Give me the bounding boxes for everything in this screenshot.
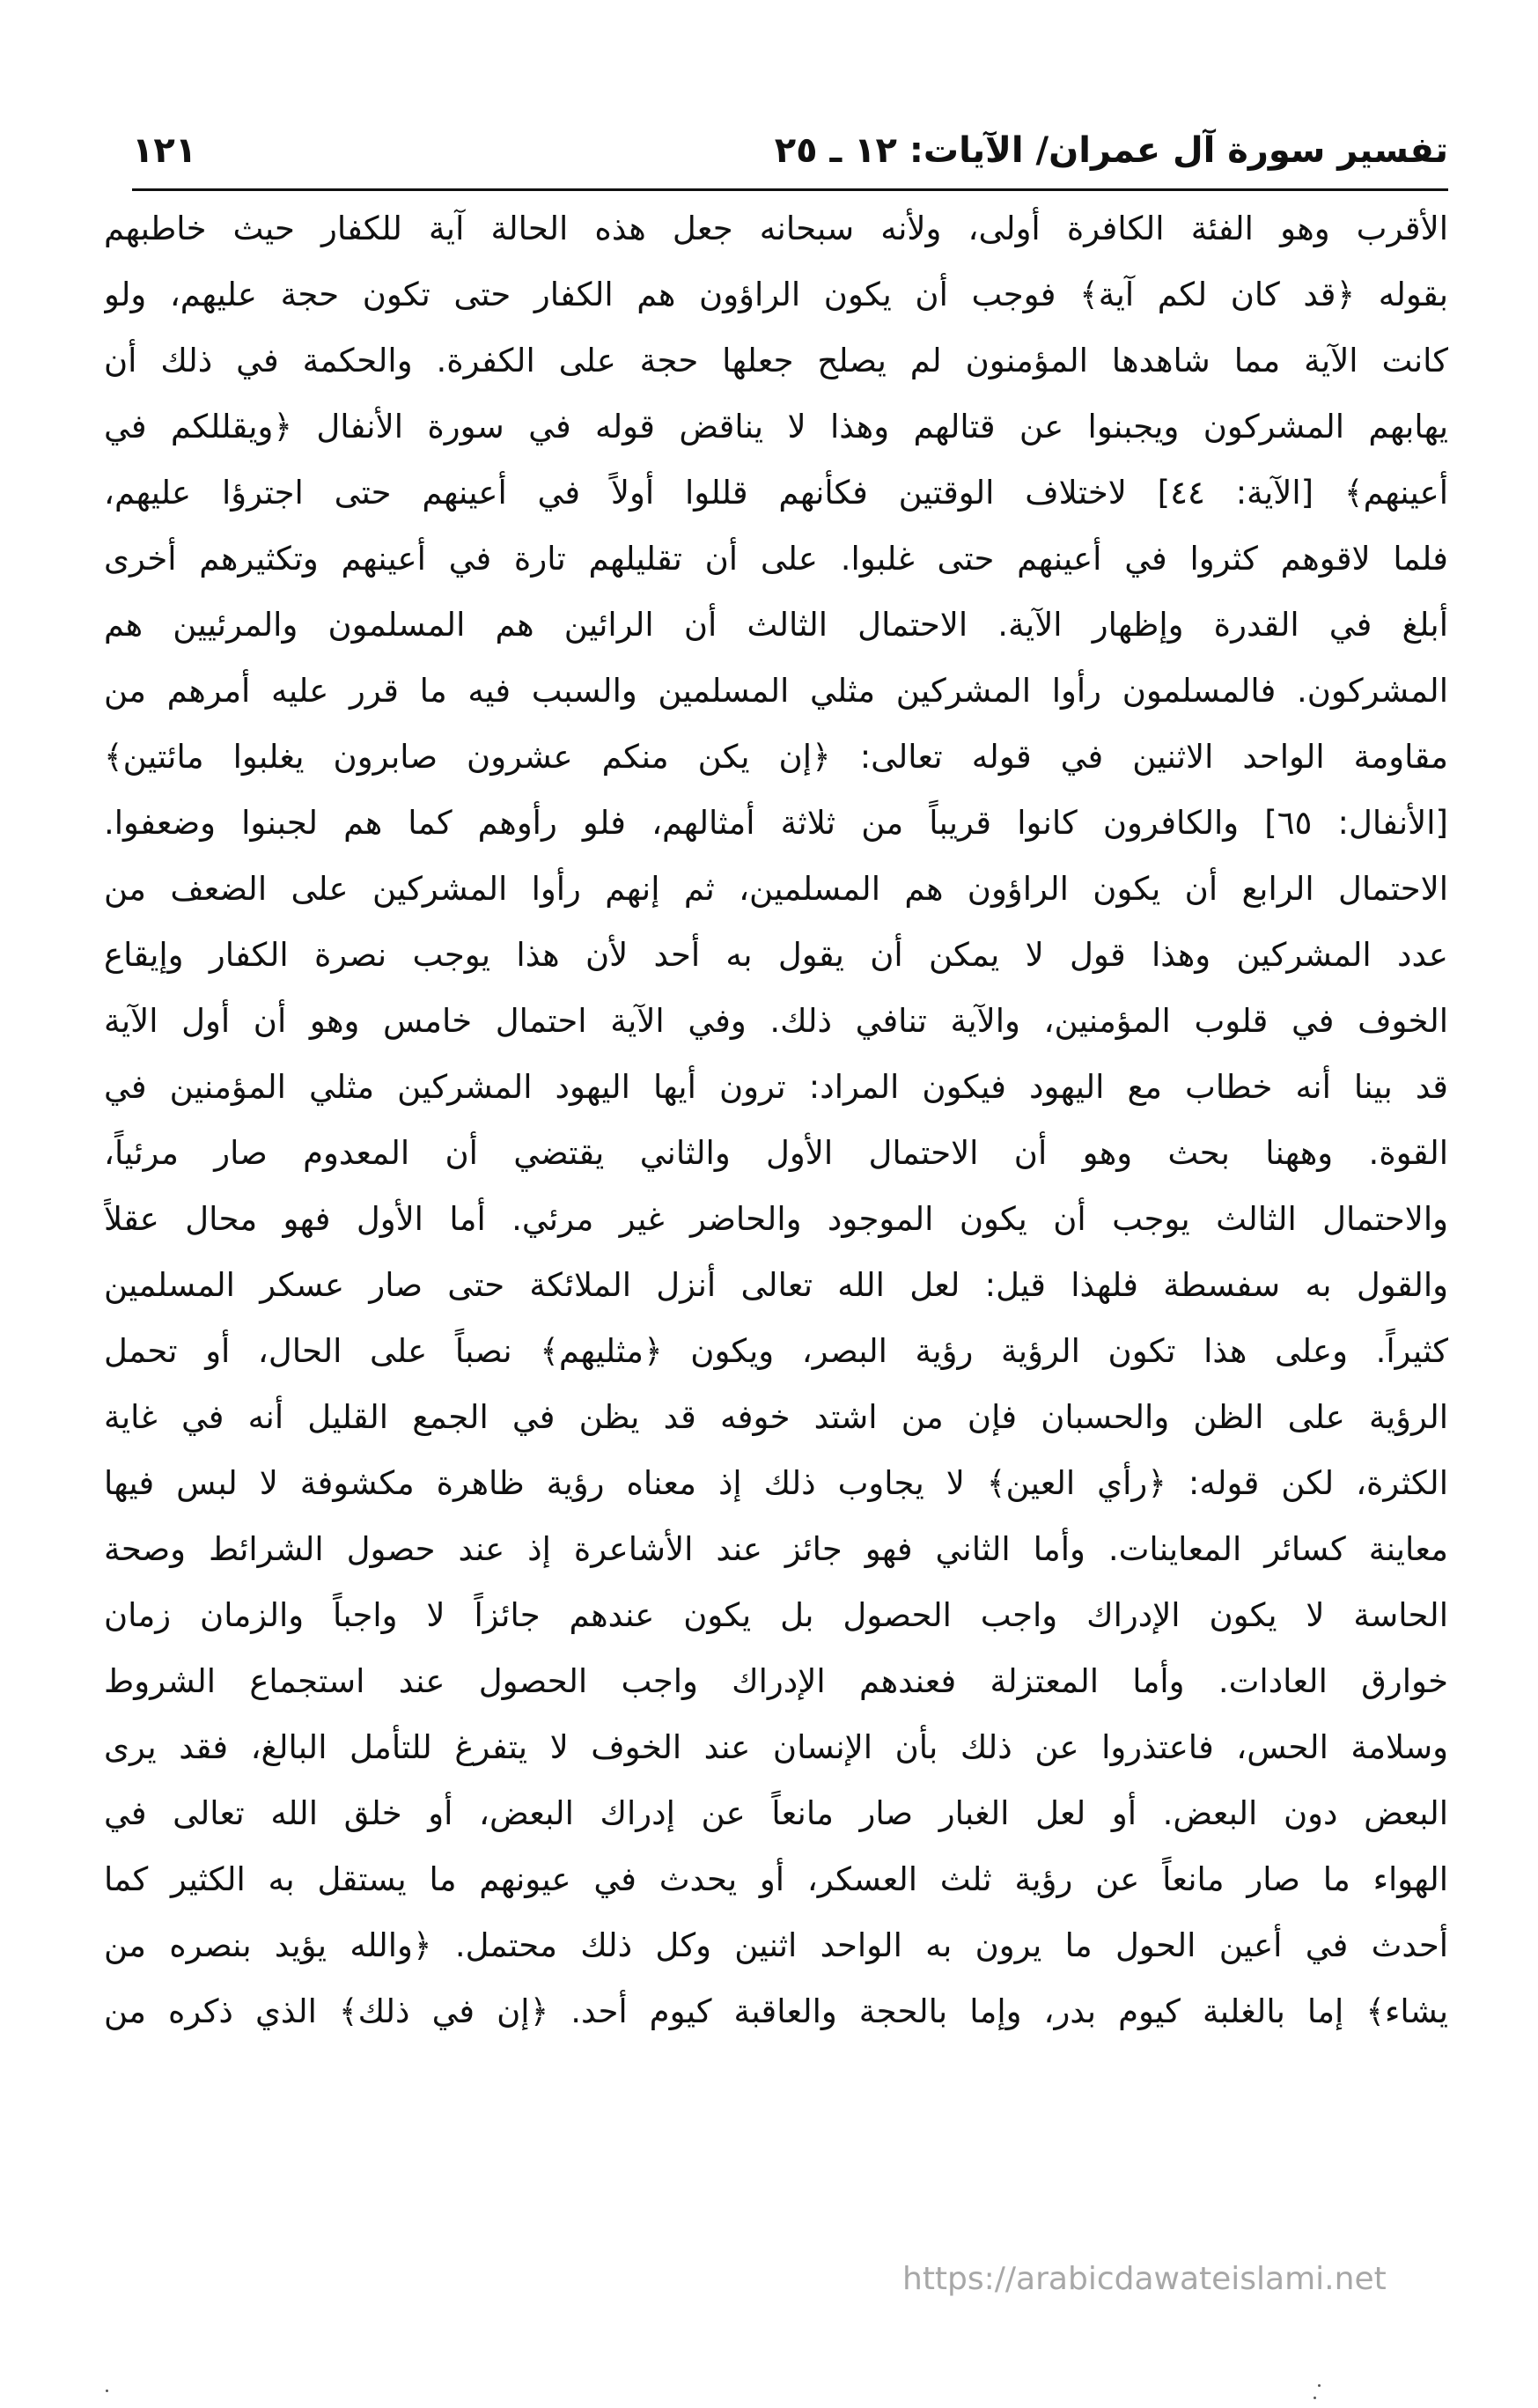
- header-title: تفسير سورة آل عمران/ الآيات: ١٢ ـ ٢٥: [774, 130, 1448, 171]
- text-line: الرؤية على الظن والحسبان فإن من اشتد خوفه قد يظن في الجمع القليل أنه في غاية: [104, 1398, 1448, 1436]
- text-line: كانت الآية مما شاهدها المؤمنون لم يصلح جعلها حجة على الكفرة. والحكمة في ذلك أن: [104, 342, 1448, 379]
- text-line: معاينة كسائر المعاينات. وأما الثاني فهو جائز عند الأشاعرة إذ عند حصول الشرائط وصحة: [104, 1530, 1448, 1568]
- scan-speck: [1318, 2384, 1321, 2387]
- scan-speck: [1314, 2397, 1316, 2399]
- text-line: قد بينا أنه خطاب مع اليهود فيكون المراد: ترون أيها اليهود المشركين مثلي المؤمنين في: [104, 1068, 1448, 1106]
- text-line: الاحتمال الرابع أن يكون الراؤون هم المسلمين، ثم إنهم رأوا المشركين على الضعف من: [104, 870, 1448, 908]
- header-divider: [132, 188, 1448, 191]
- text-line: والقول به سفسطة فلهذا قيل: لعل الله تعالى أنزل الملائكة حتى صار عسكر المسلمين: [104, 1266, 1448, 1304]
- text-line: والاحتمال الثالث يوجب أن يكون الموجود والحاضر غير مرئي. أما الأول فهو محال عقلاً: [104, 1200, 1448, 1238]
- watermark-url: https://arabicdawateislami.net: [902, 2261, 1387, 2297]
- text-line: يشاء﴾ إما بالغلبة كيوم بدر، وإما بالحجة والعاقبة كيوم أحد. ﴿إن في ذلك﴾ الذي ذكره من: [104, 1992, 1448, 2030]
- text-line: مقاومة الواحد الاثنين في قوله تعالى: ﴿إن يكن منكم عشرون صابرون يغلبوا مائتين﴾: [104, 738, 1448, 776]
- text-line: كثيراً. وعلى هذا تكون الرؤية رؤية البصر، ويكون ﴿مثليهم﴾ نصباً على الحال، أو تحمل: [104, 1332, 1448, 1370]
- text-line: البعض دون البعض. أو لعل الغبار صار مانعاً عن إدراك البعض، أو خلق الله تعالى في: [104, 1794, 1448, 1832]
- text-line: أحدث في أعين الحول ما يرون به الواحد اثنين وكل ذلك محتمل. ﴿والله يؤيد بنصره من: [104, 1926, 1448, 1964]
- text-line: المشركون. فالمسلمون رأوا المشركين مثلي المسلمين والسبب فيه ما قرر عليه أمرهم من: [104, 672, 1448, 710]
- text-line: بقوله ﴿قد كان لكم آية﴾ فوجب أن يكون الراؤون هم الكفار حتى تكون حجة عليهم، ولو: [104, 276, 1448, 313]
- text-line: [الأنفال: ٦٥] والكافرون كانوا قريباً من ثلاثة أمثالهم، فلو رأوهم كما هم لجبنوا وضعفوا.: [104, 804, 1448, 842]
- running-header: [132, 122, 1448, 180]
- text-line: الحاسة لا يكون الإدراك واجب الحصول بل يكون عندهم جائزاً لا واجباً والزمان زمان: [104, 1596, 1448, 1634]
- text-line: الخوف في قلوب المؤمنين، والآية تنافي ذلك. وفي الآية احتمال خامس وهو أن أول الآية: [104, 1002, 1448, 1040]
- body-text: [104, 195, 1448, 2044]
- text-line: أبلغ في القدرة وإظهار الآية. الاحتمال الثالث أن الرائين هم المسلمون والمرئيين هم: [104, 606, 1448, 644]
- text-line: الهواء ما صار مانعاً عن رؤية ثلث العسكر، أو يحدث في عيونهم ما يستقل به الكثير كما: [104, 1860, 1448, 1898]
- text-line: القوة. وههنا بحث وهو أن الاحتمال الأول والثاني يقتضي أن المعدوم صار مرئياً،: [104, 1134, 1448, 1172]
- text-line: وسلامة الحس، فاعتذروا عن ذلك بأن الإنسان عند الخوف لا يتفرغ للتأمل البالغ، فقد يرى: [104, 1728, 1448, 1766]
- text-line: الأقرب وهو الفئة الكافرة أولى، ولأنه سبحانه جعل هذه الحالة آية للكفار حيث خاطبهم: [104, 210, 1448, 247]
- text-line: خوارق العادات. وأما المعتزلة فعندهم الإدراك واجب الحصول عند استجماع الشروط: [104, 1662, 1448, 1700]
- text-line: عدد المشركين وهذا قول لا يمكن أن يقول به أحد لأن هذا يوجب نصرة الكفار وإيقاع: [104, 936, 1448, 974]
- page-number: ١٢١: [132, 130, 197, 171]
- text-line: يهابهم المشركون ويجبنوا عن قتالهم وهذا لا يناقض قوله في سورة الأنفال ﴿ويقللكم في: [104, 408, 1448, 446]
- text-line: فلما لاقوهم كثروا في أعينهم حتى غلبوا. على أن تقليلهم تارة في أعينهم وتكثيرهم أخرى: [104, 540, 1448, 578]
- text-line: أعينهم﴾ [الآية: ٤٤] لاختلاف الوقتين فكأنهم قللوا أولاً في أعينهم حتى اجترؤا عليهم،: [104, 474, 1448, 512]
- scan-speck: [106, 2390, 108, 2392]
- text-line: الكثرة، لكن قوله: ﴿رأي العين﴾ لا يجاوب ذلك إذ معناه رؤية ظاهرة مكشوفة لا لبس فيها: [104, 1464, 1448, 1502]
